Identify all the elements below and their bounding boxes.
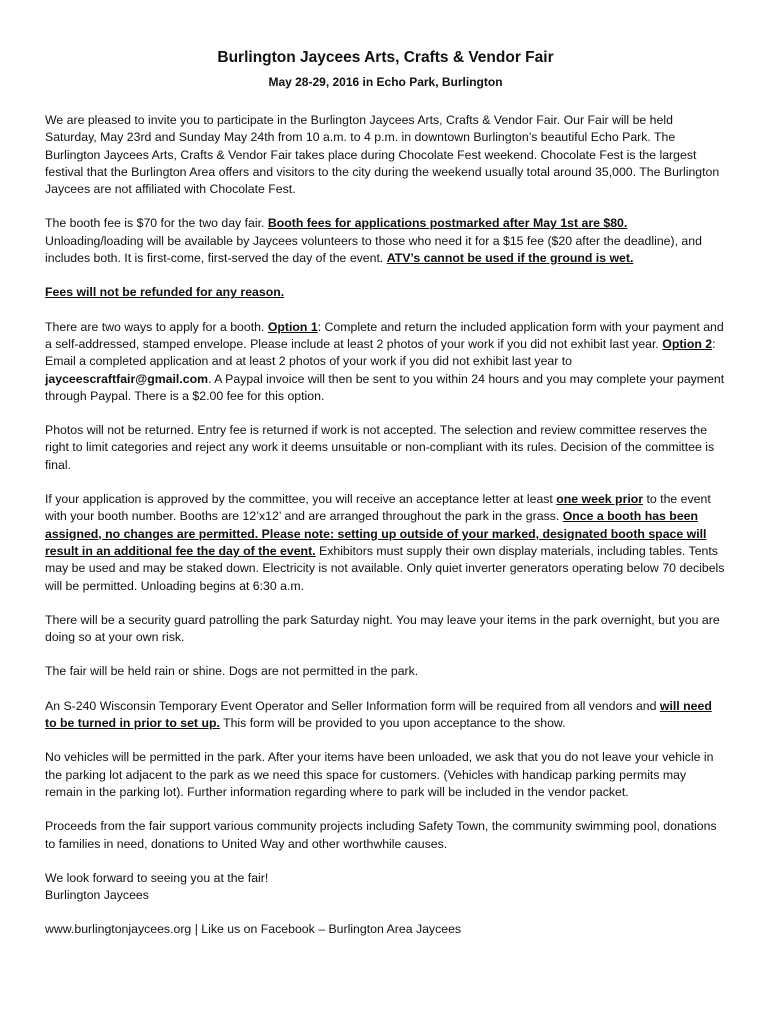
booth-assignment-notice: Once a booth has been assigned, no changes are permitted. Please note: setting up outside of your marked, designated booth space will result in an additional fee the day of the event. — [45, 509, 707, 558]
paypal-text: . A Paypal invoice will then be sent to you within 24 hours and you may complete your payment through Paypal. There is a $2.00 fee for this option. — [45, 371, 725, 403]
s240-paragraph — [45, 698, 726, 733]
one-week-prior: one week prior — [556, 492, 644, 507]
s240-deadline-notice: will need to be turned in prior to set up. — [45, 698, 712, 731]
document-subtitle: May 28-29, 2016 in Echo Park, Burlington — [268, 75, 503, 89]
document-title: Burlington Jaycees Arts, Crafts & Vendor Fair — [217, 49, 554, 66]
acceptance-text: If your application is approved by the committee, you will receive an acceptance letter at least — [45, 492, 557, 507]
closing-block — [45, 870, 726, 905]
refund-policy: Fees will not be refunded for any reason. — [45, 285, 285, 300]
s240-text: An S-240 Wisconsin Temporary Event Operator and Seller Information form will be required from all vendors and — [45, 698, 660, 713]
photos-paragraph: Photos will not be returned. Entry fee is returned if work is not accepted. The selection and review committee reserves the right to limit categories and reject any work it deems unsuitable or non-compliant with its rules. Decision of the committee is final. — [45, 423, 715, 472]
option-1-text: : Complete and return the included application form with your payment and a self-addressed, stamped envelope. Please include at least 2 photos of your work if you did not exhibit last year. — [45, 319, 724, 351]
atv-notice: ATV’s cannot be used if the ground is wet. — [386, 251, 634, 266]
acceptance-paragraph — [45, 491, 726, 595]
contact-email: jayceescraftfair@gmail.com — [45, 371, 209, 386]
option-2-label: Option 2 — [662, 336, 713, 351]
security-paragraph: There will be a security guard patrolling the park Saturday night. You may leave your items in the park overnight, but you are doing so at your own risk. — [45, 612, 720, 645]
closing-line: We look forward to seeing you at the fair! — [45, 870, 269, 885]
late-fee-notice: Booth fees for applications postmarked after May 1st are $80. — [267, 216, 628, 231]
proceeds-paragraph: Proceeds from the fair support various community projects including Safety Town, the community swimming pool, donations to families in need, donations to United Way and other worthwhile causes. — [45, 819, 717, 851]
booth-fee-paragraph — [45, 215, 726, 267]
vehicles-paragraph: No vehicles will be permitted in the park. After your items have been unloaded, we ask that you do not leave your vehicle in the parking lot adjacent to the park as we need this space for customers. (Vehicles with handicap parking permits may remain in the parking lot). Further information regarding where to park will be included in the vendor packet. — [45, 750, 714, 799]
apply-intro-text: There are two ways to apply for a booth. — [45, 319, 268, 334]
weather-paragraph: The fair will be held rain or shine. Dogs are not permitted in the park. — [45, 664, 419, 679]
s240-provided-text: This form will be provided to you upon acceptance to the show. — [219, 716, 566, 731]
apply-paragraph — [45, 319, 726, 405]
unloading-text: Unloading/loading will be available by Jaycees volunteers to those who need it for a $15 fee ($20 after the deadline), and includes both. It is first-come, first-served the day of the event. — [45, 233, 702, 266]
signature-line: Burlington Jaycees — [45, 888, 149, 903]
exhibitor-requirements-text: Exhibitors must supply their own display materials, including tables. Tents may be used and may be staked down. Electricity is not available. Only quiet inverter generators operating below 70 decibels will be permitted. Unloading begins at 6:30 a.m. — [45, 543, 725, 593]
booth-size-text: to the event with your booth number. Booths are 12’x12’ and are arranged throughout the park in the grass. — [45, 492, 711, 524]
option-2-text: : Email a completed application and at least 2 photos of your work if you did not exhibit last year to — [45, 336, 716, 369]
footer-links: www.burlingtonjaycees.org | Like us on Facebook – Burlington Area Jaycees — [45, 922, 462, 937]
option-1-label: Option 1 — [267, 319, 318, 334]
intro-paragraph: We are pleased to invite you to participate in the Burlington Jaycees Arts, Crafts & Vendor Fair. Our Fair will be held Saturday, May 23rd and Sunday May 24th from 10 a.m. to 4 p.m. in downtown Burlington’s beautiful Echo Park. The Burlington Jaycees Arts, Crafts & Vendor Fair takes place during Chocolate Fest weekend. Chocolate Fest is the largest festival that the Burlington Area offers and visitors to the city during the weekend usually total around 35,000. The Burlington Jaycees are not affiliated with Chocolate Fest. — [45, 113, 720, 197]
booth-fee-text: The booth fee is $70 for the two day fair. — [45, 216, 268, 231]
